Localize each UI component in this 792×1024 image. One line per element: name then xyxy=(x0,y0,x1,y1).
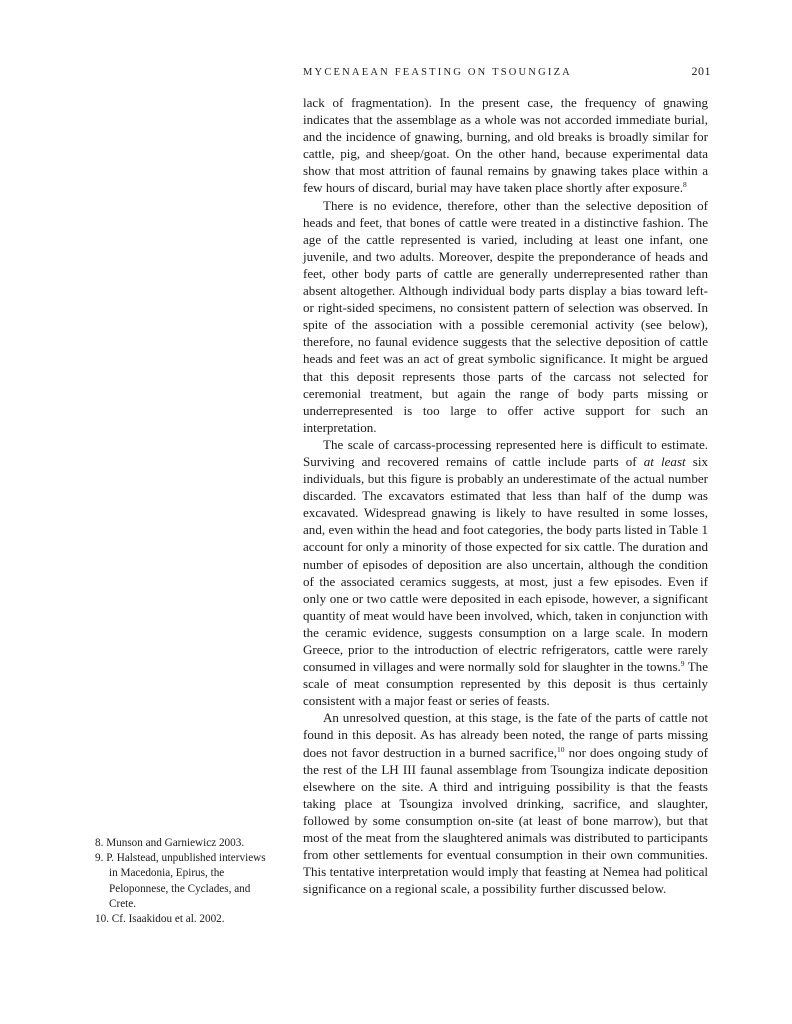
footnote-number: 8. xyxy=(95,837,104,849)
footnote xyxy=(95,836,277,851)
running-head xyxy=(303,64,711,79)
emphasis-at-least: at least xyxy=(643,453,686,469)
paragraph-4-text-b: nor does ongoing study of the rest of the LH III faunal assemblage from Tsoungiza indicate deposition elsewhere on the site. A third and intriguing possibility is that the feasts taking place at Tsoungiza involved drinking, sacrifice, and slaughter, followed by some consumption on-site (at least of bone marrow), but that most of the meat from the slaughtered animals was distributed to participants from other settlements for eventual consumption in their own communities. This tentative interpretation would imply that feasting at Nemea had political significance on a regional scale, a possibility further discussed below. xyxy=(303,744,709,897)
paragraph-1-text: lack of fragmentation). In the present case, the frequency of gnawing indicates that the assemblage as a whole was not accorded immediate burial, and the incidence of gnawing, burning, and old breaks is broadly similar for cattle, pig, and sheep/goat. On the other hand, because experimental data show that most attrition of faunal remains by gnawing takes place within a few hours of discard, burial may have taken place shortly after exposure. xyxy=(303,95,708,196)
footnote-text: Munson and Garniewicz 2003. xyxy=(106,837,245,849)
footnote-ref-8[interactable]: 8 xyxy=(683,180,687,190)
footnote xyxy=(95,912,277,927)
footnote-text: P. Halstead, unpublished interviews in Macedonia, Epirus, the Peloponnese, the Cyclades, and Crete. xyxy=(106,852,266,910)
paragraph-3-text-c: The scale of meat consumption represented by this deposit is thus certainly consistent with a major feast or series of feasts. xyxy=(303,659,708,709)
paragraph-3-text-a: The scale of carcass-processing represented here is difficult to estimate. Surviving and recovered remains of cattle include parts of xyxy=(303,436,708,469)
footnote-number: 10. xyxy=(95,913,109,926)
footnote-ref-9[interactable]: 9 xyxy=(680,659,685,669)
paragraph-2: There is no evidence, therefore, other than the selective deposition of heads and feet, that bones of cattle were treated in a distinctive fashion. The age of the cattle represented is varied, including at least one infant, one juvenile, and two adults. Moreover, despite the preponderance of heads and feet, other body parts of cattle are generally underrepresented rather than absent altogether. Although individual body parts display a bias toward left- or right-sided specimens, no consistent pattern of selection was observed. In spite of the association with a possible ceremonial activity (see below), therefore, no faunal evidence suggests that the selective deposition of cattle heads and feet was an act of great symbolic significance. It might be argued that this deposit represents those parts of the carcass not selected for ceremonial treatment, but again the range of body parts missing or underrepresented is too large to offer active support for such an interpretation. xyxy=(303,197,708,435)
footnote-ref-10[interactable]: 10 xyxy=(557,744,565,754)
main-text xyxy=(303,94,708,897)
paragraph-4-text-a: An unresolved question, at this stage, is the fate of the parts of cattle not found in this deposit. As has already been noted, the range of parts missing does not favor destruction in a burned sacrifice, xyxy=(303,710,708,760)
paragraph-3 xyxy=(303,436,708,710)
paragraph-1 xyxy=(303,94,708,197)
paragraph-4 xyxy=(303,709,708,897)
page-number: 201 xyxy=(691,64,711,78)
footnote xyxy=(95,851,277,912)
running-head-title: MYCENAEAN FEASTING ON TSOUNGIZA xyxy=(303,67,572,78)
footnotes xyxy=(95,836,277,927)
footnote-number: 9. xyxy=(95,852,104,865)
paragraph-3-text-b: six individuals, but this figure is probably an underestimate of the actual number discarded. The excavators estimated that less than half of the dump was excavated. Widespread gnawing is likely to have resulted in some losses, and, even within the head and foot categories, the body parts listed in Table 1 account for only a minority of those expected for six cattle. The duration and number of episodes of deposition are also uncertain, although the condition of the associated ceramics suggests, at most, just a few episodes. Even if only one or two cattle were deposited in each episode, however, a significant quantity of meat would have been involved, which, taken in conjunction with the ceramic evidence, suggests consumption on a large scale. In modern Greece, prior to the introduction of electric refrigerators, cattle were rarely consumed in villages and were normally sold for slaughter in the towns. xyxy=(303,453,708,675)
footnote-text: Cf. Isaakidou et al. 2002. xyxy=(111,913,225,926)
